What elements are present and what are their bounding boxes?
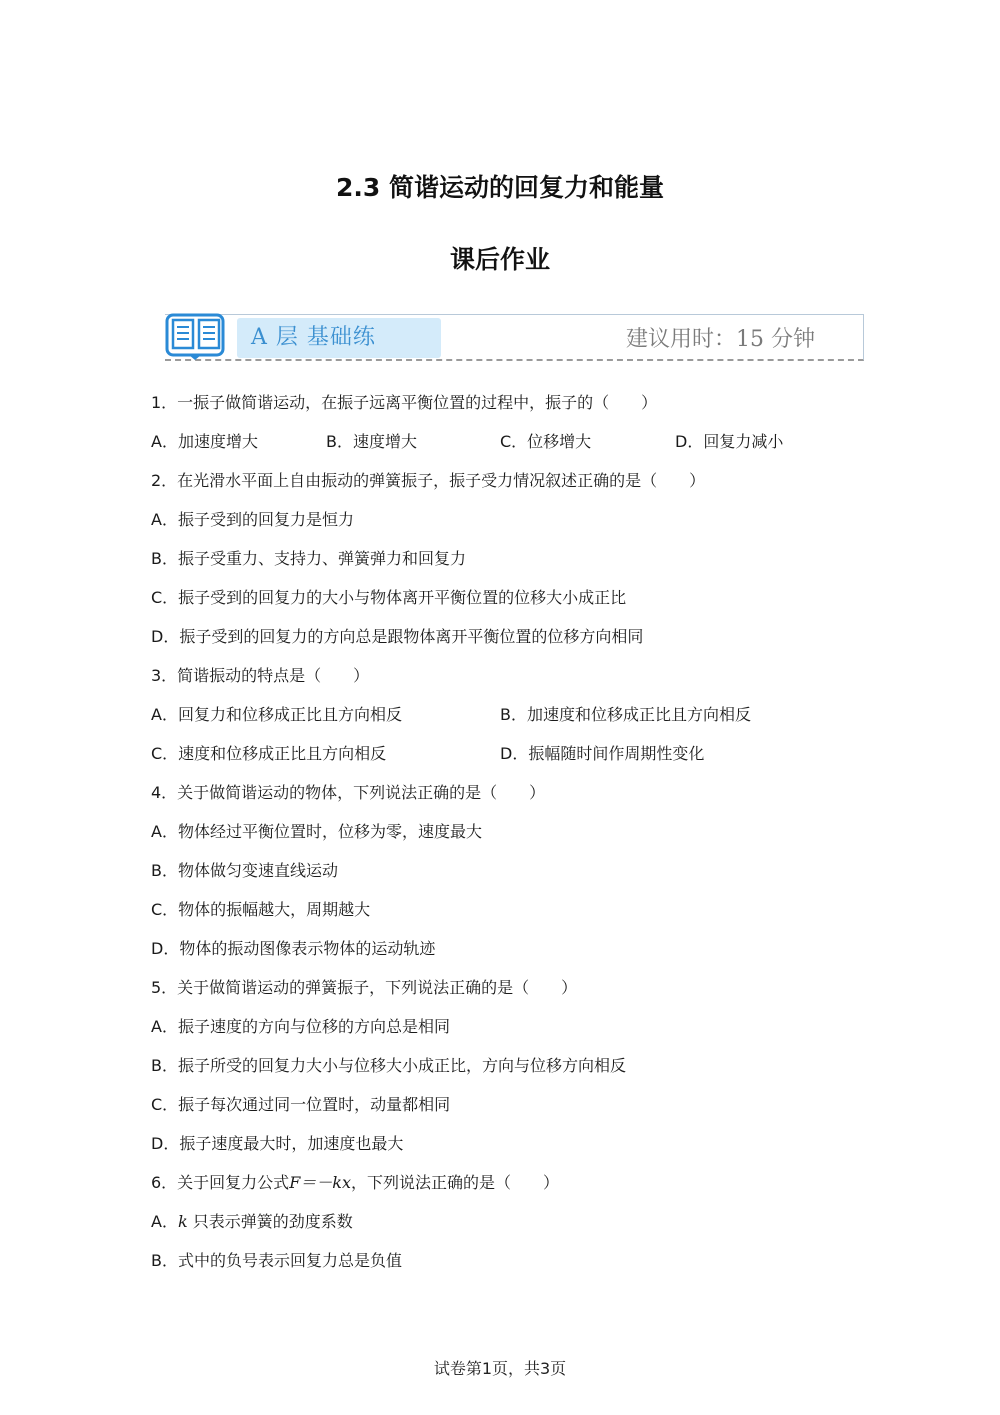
question-5-option-c: C．振子每次通过同一位置时，动量都相同 (151, 1095, 451, 1114)
page-title: 2.3 简谐运动的回复力和能量 (336, 173, 664, 202)
question-4-option-b: B．物体做匀变速直线运动 (151, 861, 338, 880)
question-6-option-b: B．式中的负号表示回复力总是负值 (151, 1251, 402, 1270)
question-2-option-c: C．振子受到的回复力的大小与物体离开平衡位置的位移大小成正比 (151, 588, 627, 607)
question-6-option-a-text: 只表示弹簧的劲度系数 (192, 1212, 353, 1231)
question-6-stem-post: ，下列说法正确的是（ ） (351, 1173, 560, 1192)
question-1-option-c: C．位移增大 (500, 432, 592, 451)
question-1-option-b: B．速度增大 (326, 432, 417, 451)
question-1-option-a: A．加速度增大 (151, 432, 258, 451)
question-4-option-c: C．物体的振幅越大，周期越大 (151, 900, 371, 919)
page-footer: 试卷第1页，共3页 (433, 1359, 567, 1378)
suggested-time: 建议用时：15 分钟 (626, 327, 815, 352)
question-4-stem: 4．关于做简谐运动的物体，下列说法正确的是（ ） (151, 783, 546, 802)
question-1-option-d: D．回复力减小 (675, 432, 784, 451)
question-3-option-d: D．振幅随时间作周期性变化 (500, 744, 705, 763)
question-2-option-d: D．振子受到的回复力的方向总是跟物体离开平衡位置的位移方向相同 (151, 627, 644, 646)
question-6-stem-pre: 6．关于回复力公式 (151, 1173, 290, 1192)
question-3-option-c: C．速度和位移成正比且方向相反 (151, 744, 387, 763)
question-5-option-d: D．振子速度最大时，加速度也最大 (151, 1134, 404, 1153)
question-6-option-a (151, 1211, 353, 1233)
question-2-option-b: B．振子受重力、支持力、弹簧弹力和回复力 (151, 549, 466, 568)
question-1-stem: 1．一振子做简谐运动，在振子远离平衡位置的过程中，振子的（ ） (151, 393, 658, 412)
question-5-option-b: B．振子所受的回复力大小与位移大小成正比，方向与位移方向相反 (151, 1056, 626, 1075)
question-4-option-a: A．物体经过平衡位置时，位移为零，速度最大 (151, 822, 482, 841)
level-tag: A 层 基础练 (237, 318, 441, 358)
question-3-stem: 3．简谐振动的特点是（ ） (151, 666, 370, 685)
book-icon (165, 312, 227, 362)
page-subtitle: 课后作业 (449, 245, 550, 274)
question-3-option-b: B．加速度和位移成正比且方向相反 (500, 705, 751, 724)
question-4-option-d: D．物体的振动图像表示物体的运动轨迹 (151, 939, 436, 958)
question-6-stem (151, 1172, 559, 1194)
question-6-option-a-variable: k (177, 1212, 188, 1231)
question-5-option-a: A．振子速度的方向与位移的方向总是相同 (151, 1017, 450, 1036)
question-6-option-a-label: A． (151, 1212, 178, 1231)
question-2-stem: 2．在光滑水平面上自由振动的弹簧振子，振子受力情况叙述正确的是（ ） (151, 471, 706, 490)
question-3-option-a: A．回复力和位移成正比且方向相反 (151, 705, 402, 724)
restoring-force-formula: F＝－kx (289, 1173, 352, 1192)
question-2-option-a: A．振子受到的回复力是恒力 (151, 510, 354, 529)
question-5-stem: 5．关于做简谐运动的弹簧振子，下列说法正确的是（ ） (151, 978, 578, 997)
section-banner (165, 312, 865, 362)
